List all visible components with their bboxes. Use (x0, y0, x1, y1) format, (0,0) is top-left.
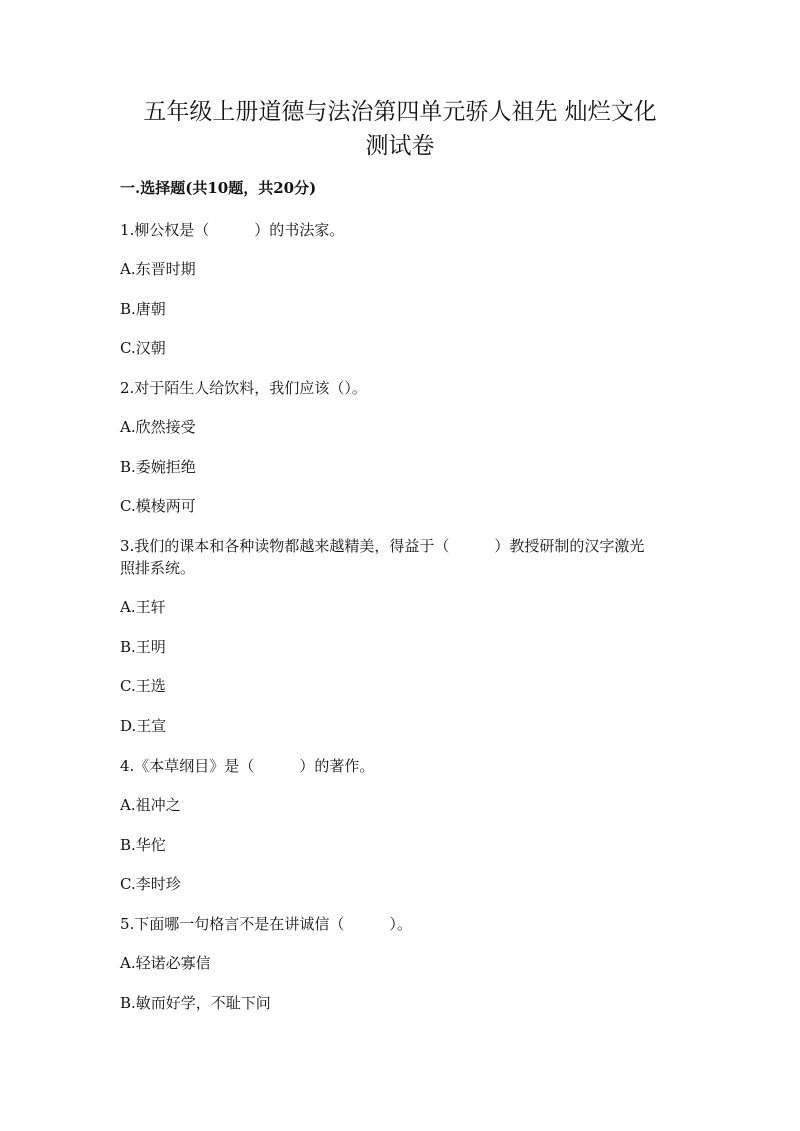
question-1-option-a: A.东晋时期 (120, 260, 196, 278)
question-5-option-b: B.敏而好学，不耻下问 (120, 994, 271, 1012)
exam-title-line-2: 测试卷 (365, 133, 435, 159)
question-4-option-a: A.祖冲之 (120, 796, 181, 814)
question-3-option-b: B.王明 (120, 638, 166, 656)
question-1-option-b: B.唐朝 (120, 300, 166, 318)
question-5-option-a: A.轻诺必寡信 (120, 954, 211, 972)
exam-title-line-1: 五年级上册道德与法治第四单元骄人祖先 灿烂文化 (143, 99, 657, 125)
question-3-stem-line-2: 照排系统。 (120, 559, 196, 577)
question-2-option-b: B.委婉拒绝 (120, 458, 196, 476)
question-5-stem: 5.下面哪一句格言不是在讲诚信（ ）。 (120, 915, 412, 933)
question-1-option-c: C.汉朝 (120, 339, 166, 357)
question-4-stem: 4.《本草纲目》是（ ）的著作。 (120, 757, 375, 775)
question-3-option-d: D.王宣 (120, 717, 167, 735)
section-heading: 一.选择题(共10题，共20分) (120, 179, 317, 197)
question-1-stem: 1.柳公权是（ ）的书法家。 (120, 221, 345, 239)
question-2-option-a: A.欣然接受 (120, 418, 196, 436)
question-3-option-a: A.王轩 (120, 598, 166, 616)
question-2-option-c: C.模棱两可 (120, 497, 196, 515)
question-2-stem: 2.对于陌生人给饮料，我们应该（）。 (120, 379, 367, 397)
question-4-option-c: C.李时珍 (120, 875, 181, 893)
question-4-option-b: B.华佗 (120, 836, 166, 854)
question-3-stem-line-1: 3.我们的课本和各种读物都越来越精美，得益于（ ）教授研制的汉字激光 (120, 537, 645, 555)
question-3-option-c: C.王选 (120, 677, 166, 695)
